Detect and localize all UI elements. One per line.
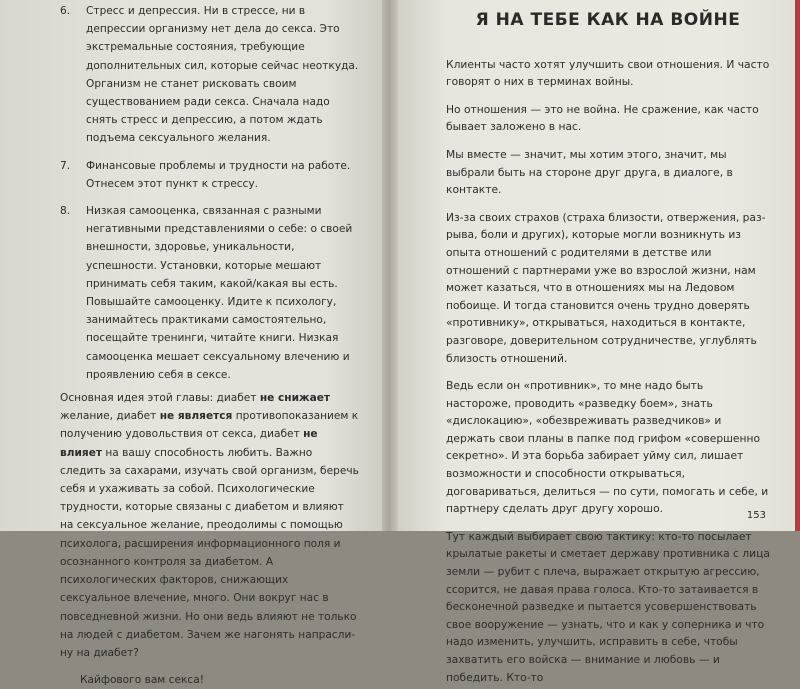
summary-text: противопоказанием к получению удовольствия от секса, диабет — [60, 410, 359, 441]
body-paragraph: Мы вместе — значит, мы хотим этого, значит, мы выбрали быть на стороне друг друга, в диалоге, в контакте. — [446, 147, 733, 197]
summary-text: Основная идея этой главы: диабет — [60, 392, 260, 405]
list-item-number: 7. — [60, 159, 71, 172]
list-item-text: Стресс и депрессия. Ни в стрессе, ни в депрессии организму нет дела до секса. Это экстремальные состояния, требующие дополнительных сил, которые сейчас неоткуда. Организм не станет рисковать своим существованием ради секса. Сначала надо снять стресс и депрессию, а потом ждать подъема сексуального желания. — [86, 5, 359, 145]
summary-text: желание, диабет — [60, 410, 160, 423]
numbered-list — [60, 2, 360, 384]
list-item — [60, 2, 360, 148]
list-item-number: 8. — [60, 205, 71, 218]
chapter-title: Я НА ТЕБЕ КАК НА ВОЙНЕ — [475, 10, 741, 30]
right-page — [398, 0, 800, 684]
body-paragraph: Из-за своих страхов (страха близости, отвержения, разрыва, боли и других), которые могли возникнуть из опыта отношений с родителями в детстве или отношений с партнерами уже во взрослой жизни, нам может казаться, что в отношениях мы на Ледовом побоище. И тогда становится очень трудно доверять «противнику», открываться, находиться в контакте, разговоре, доверительном сотрудничестве, углублять близость отношений. — [446, 210, 766, 365]
summary-emphasis: не снижает — [259, 392, 331, 405]
body-paragraph: Ведь если он «противник», то мне надо быть настороже, проводить «разведку боем», знать «дислокацию», «обезвреживать разведчиков» и держать свои планы в папке под грифом «совершенно секретно». И эта борьба забирает уйму сил, лишает возможности и способности открываться, договариваться, делиться — по сути, помогать и себе, и партнеру сделать друг другу хорошо. — [446, 379, 769, 516]
red-page-edge — [795, 0, 800, 531]
list-item-number: 6. — [60, 5, 71, 17]
body-paragraph: Клиенты часто хотят улучшить свои отношения. И часто говорят о них в терминах войны. — [446, 57, 770, 89]
closing-line: Кайфового вам секса! — [80, 674, 204, 687]
list-item-text: Финансовые проблемы и трудности на работе. Отнесем этот пункт к стрессу. — [86, 159, 351, 190]
body-paragraph: Но отношения — это не война. Не сражение, как часто бывает заложено в нас. — [446, 102, 759, 134]
chapter-summary-paragraph — [60, 389, 360, 662]
body-paragraph: Тут каждый выбирает свою тактику: кто-то посылает крылатые ракеты и сметает державу противника с лица земли — рубит с плеча, выражает открытую агрессию, ссорится, не давая права голоса. Кто-то затаивается в бесконечной разведке и пытается усовершенствовать свое вооружение — узнать, что и как у соперника и что надо изменить, улучшить, исправить в себе, чтобы захватить его войска — внимание и любовь — и победить. Кто-то — [446, 529, 770, 684]
list-item — [60, 157, 360, 193]
list-item-text: Низкая самооценка, связанная с разными негативными представлениями о себе: о своей внешности, здоровье, уникальности, успешности. Установки, которые мешают принимать себя таким, какой/какая вы есть. Повышайте самооценку. Идите к психологу, занимайтесь практиками самостоятельно, посещайте тренинги, читайте книги. Низкая самооценка мешает сексуальному влечению и проявлению себя в сексе. — [86, 205, 353, 381]
list-item — [60, 202, 360, 384]
summary-emphasis: не влияет — [60, 428, 318, 459]
summary-emphasis: не является — [159, 410, 233, 423]
left-page — [0, 0, 382, 687]
page-number: 153 — [746, 510, 766, 522]
summary-text: на вашу способность любить. Важно следить за сахарами, изучать свой организм, беречь себя и ухаживать за собой. Психологические трудности, которые связаны с диабетом и влияют на сексуальное желание, преодолимы с помощью психолога, расширения информационного поля и осознанного контроля за диабетом. А психологических факторов, снижающих сексуальное влечение, много. Они вокруг нас в повседневной жизни. Но они ведь влияют не только на людей с диабетом. Зачем же нагонять напраслину на диабет? — [60, 446, 359, 659]
book-gutter — [382, 0, 398, 531]
